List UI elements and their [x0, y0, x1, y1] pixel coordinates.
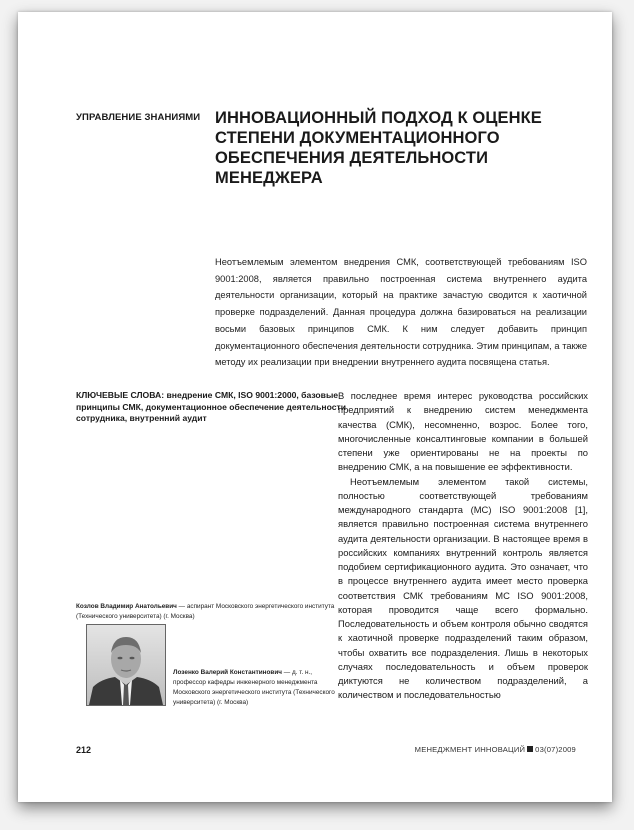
author-info — [76, 602, 336, 622]
title-line: ОБЕСПЕЧЕНИЯ ДЕЯТЕЛЬНОСТИ МЕНЕДЖЕРА — [215, 149, 489, 187]
author-portrait-icon — [86, 624, 166, 706]
abstract: Неотъемлемым элементом внедрения СМК, соответствующей требованиям ISO 9001:2008, является правильно построенная система внутреннего аудита деятельности организации, который на практике зачастую сводится к хаотичной проверке подразделений. Данная процедура должна базироваться на реализации восьми базовых принципов СМК. К ним следует добавить принцип документационного обеспечения деятельности сотрудника. Этим принципам, а также методу их реализации при внедрении внутреннего аудита посвящена статья. — [215, 257, 587, 368]
author-name: Козлов Владимир Анатольевич — [76, 603, 177, 610]
author-details: — аспирант Московского энергетического института (Технического университета) (г. Москва) — [76, 603, 335, 620]
journal-page — [18, 12, 612, 802]
body-text — [338, 389, 588, 703]
body-paragraph: В последнее время интерес руководства российских предприятий к внедрению систем менеджмента качества (СМК), несомненно, возрос. Более того, многочисленные консалтинговые компании в большей степени уже ориентированы не на проекты по внедрению СМК, а на повышение ее эффективности. — [338, 390, 588, 473]
section-label: УПРАВЛЕНИЕ ЗНАНИЯМИ — [76, 112, 201, 123]
journal-issue: 03(07)2009 — [535, 745, 576, 754]
body-paragraph: Неотъемлемым элементом такой системы, полностью соответствующей требованиям международного стандарта (МС) ISO 9001:2008 [1], является правильно построенная система внутреннего аудита деятельности организации. В настоящее время в российских компаниях внутренний контроль является подобием сертификационного аудита. Это означает, что в процессе внутреннего аудита имеет место проверка соответствия СМК требованиям МС ISO 9001:2008, которая проводится чаще всего формально. Последовательность и объем контроля обычно сводятся к хаотичной проверке подразделений таким образом, чтобы охватить все подразделения. Лишь в некоторых случаях последовательность и объем проверок диктуются не количеством подразделений, а количеством и последовательностью — [338, 475, 588, 701]
page-number: 212 — [76, 745, 92, 755]
article-title — [215, 108, 585, 188]
journal-name: МЕНЕДЖМЕНТ ИННОВАЦИЙ — [414, 745, 526, 754]
author-name: Лозенко Валерий Константинович — [173, 669, 282, 676]
author-info — [173, 668, 338, 708]
title-line: ИННОВАЦИОННЫЙ ПОДХОД К ОЦЕНКЕ — [215, 109, 542, 127]
square-bullet-icon — [527, 746, 533, 752]
keywords: КЛЮЧЕВЫЕ СЛОВА: внедрение СМК, ISO 9001:2000, базовые принципы СМК, документационное обеспечение деятельности сотрудника, внутренний аудит — [76, 390, 347, 424]
author-details: — д. т. н., профессор кафедры инженерного менеджмента Московского энергетического института (Технического университета) (г. Москва) — [173, 669, 335, 706]
journal-footer — [415, 745, 576, 754]
title-line: СТЕПЕНИ ДОКУМЕНТАЦИОННОГО — [215, 129, 500, 147]
